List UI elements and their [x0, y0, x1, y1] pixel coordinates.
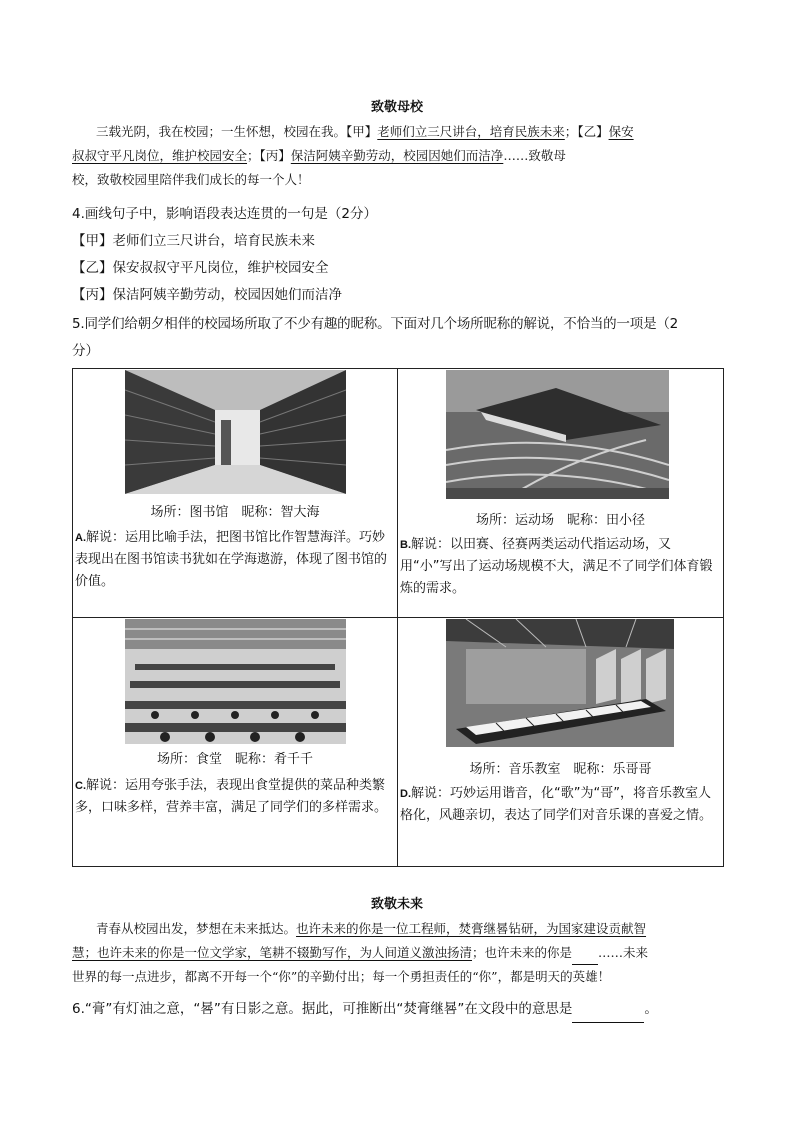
option-d-label: D.	[400, 788, 411, 800]
library-caption: 场所：图书馆 昵称：智大海	[150, 505, 320, 520]
option-b-explanation	[400, 534, 721, 600]
future-closing: 世界的每一点进步，都离不开每一个“你”的辛勤付出；每一个勇担责任的“你”，都是明天的英雄！	[72, 969, 611, 984]
option-a-text: 解说：运用比喻手法，把图书馆比作智慧海洋。巧妙表现出在图书馆读书犹如在学海遨游，体现了图书馆的价值。	[75, 530, 388, 589]
stadium-photo	[446, 370, 669, 499]
music-room-photo	[446, 619, 674, 747]
question-5-stem-line2: 分）	[72, 343, 99, 359]
fill-in-blank[interactable]	[572, 946, 598, 965]
underlined-sentence-yi-part1: 保安	[608, 124, 634, 139]
future-you-text: ；也许未来的你是	[472, 945, 573, 960]
cafeteria-caption: 场所：食堂 昵称：肴千千	[156, 752, 313, 767]
future-intro: 青春从校园出发，梦想在未来抵达。	[96, 921, 297, 936]
cafeteria-photo	[125, 619, 346, 744]
underlined-engineer-sentence: 也许未来的你是一位工程师，焚膏继晷钻研，为国家建设贡献智	[296, 921, 647, 936]
future-ellipsis: ……未来	[598, 945, 649, 960]
question-4-stem: 4.画线句子中，影响语段表达连贯的一句是（2分）	[72, 206, 377, 222]
future-paragraph	[72, 917, 732, 989]
option-a-explanation	[75, 527, 395, 593]
underlined-writer-sentence: 慧；也许未来的你是一位文学家，笔耕不辍勤写作，为人间道义激浊扬清	[72, 945, 473, 960]
marker-bing: 【丙】	[259, 148, 291, 163]
closing-line: 校，致敬校园里陪伴我们成长的每一个人！	[72, 172, 310, 187]
marker-jia: 【甲】	[346, 124, 378, 139]
marker-yi: 【乙】	[577, 124, 609, 139]
alma-mater-paragraph	[72, 120, 724, 192]
underlined-sentence-bing: 保洁阿姨辛勤劳动，校园因她们而洁净	[290, 148, 504, 163]
question-4-option-jia: 【甲】老师们立三尺讲台，培育民族未来	[72, 233, 315, 249]
table-cell-cafeteria	[73, 618, 398, 867]
question-6-text: 6.“膏”有灯油之意，“晷”有日影之意。据此，可推断出“焚膏继晷”在文段中的意思是	[72, 1001, 573, 1017]
question-4-option-yi: 【乙】保安叔叔守平凡岗位，维护校园安全	[72, 260, 329, 276]
library-photo	[125, 370, 346, 494]
question-4-option-bing: 【丙】保洁阿姨辛勤劳动，校园因她们而洁净	[72, 287, 342, 303]
separator: ；	[564, 124, 578, 139]
question-4	[72, 201, 724, 309]
option-b-label: B.	[400, 539, 411, 551]
nickname-table	[72, 368, 724, 867]
intro-text: 三载光阴，我在校园；一生怀想，校园在我。	[96, 124, 347, 139]
table-cell-stadium	[398, 369, 724, 618]
option-d-explanation	[400, 783, 721, 827]
section-title-alma-mater: 致敬母校	[370, 100, 423, 115]
option-c-label: C.	[75, 780, 86, 792]
option-a-label: A.	[75, 532, 86, 544]
underlined-sentence-yi-part2: 叔叔守平凡岗位，维护校园安全	[72, 148, 248, 163]
option-c-explanation	[75, 775, 395, 819]
option-c-text: 解说：运用夸张手法，表现出食堂提供的菜品种类繁多，口味多样，营养丰富，满足了同学们的多样需求。	[75, 778, 388, 815]
option-d-text: 解说：巧妙运用谐音，化“歌”为“哥”，将音乐教室人格化，风趣亲切，表达了同学们对音乐课的喜爱之情。	[400, 786, 713, 823]
question-5-stem-line1: 5.同学们给朝夕相伴的校园场所取了不少有趣的昵称。下面对几个场所昵称的解说，不恰当的一项是（2	[72, 316, 679, 332]
question-6	[72, 996, 732, 1023]
table-cell-library	[73, 369, 398, 618]
question-6-end: 。	[644, 1001, 658, 1017]
separator: ；	[247, 148, 260, 163]
table-cell-music-room	[398, 618, 724, 867]
option-b-text: 解说：以田赛、径赛两类运动代指运动场，又用“小”写出了运动场规模不大，满足不了同学们体育锻炼的需求。	[400, 537, 713, 596]
underlined-sentence-jia: 老师们立三尺讲台，培育民族未来	[377, 124, 565, 139]
answer-blank[interactable]	[572, 1002, 644, 1023]
section-title-future: 致敬未来	[370, 897, 423, 912]
music-room-caption: 场所：音乐教室 昵称：乐哥哥	[469, 762, 652, 777]
ellipsis-tail: ……致敬母	[503, 148, 566, 163]
stadium-caption: 场所：运动场 昵称：田小径	[475, 513, 645, 528]
question-5-stem	[72, 311, 732, 365]
